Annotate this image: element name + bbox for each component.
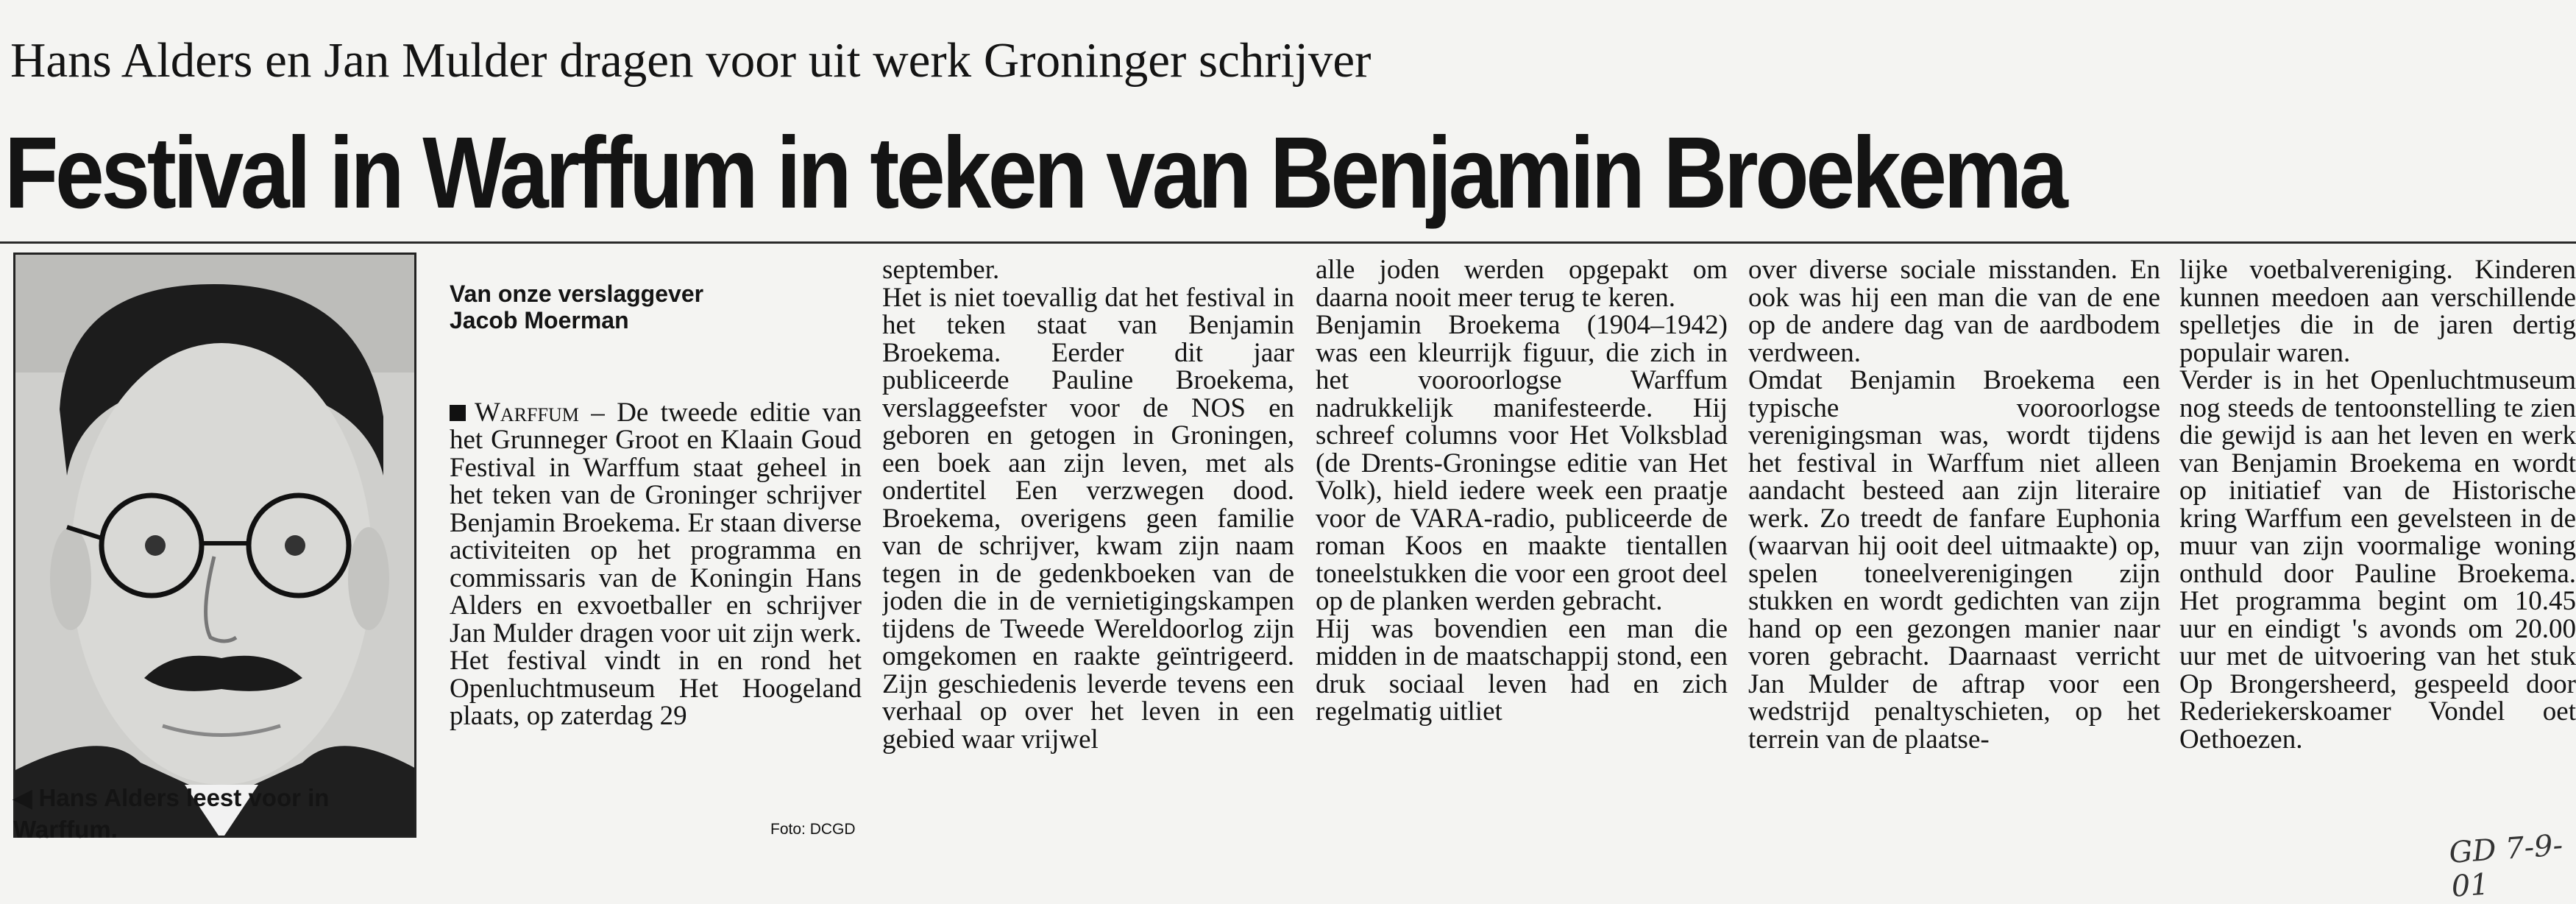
article-column-5: lijke voetbalvereniging. Kinderen kunnen meedoen aan verschillende spelletjes die in de jaren dertig populair waren. Verder is in het Openluchtmuseum nog steeds de tentoonstelling te zien die gewijd is aan het leven en werk van Benjamin Broekema en wordt op initiatief van de Historische kring Warffum een gevelsteen in de muur van zijn voormalige woning onthuld door Pauline Broekema. Het programma begint om 10.45 uur en eindigt 's avonds om 20.00 uur met de uitvoering van het stuk Op Brongersheerd, gespeeld door Rederiekerskoamer Vondel oet Oethoezen. — [2179, 256, 2576, 755]
headline-rule — [0, 241, 2576, 244]
dateline: Warffum — [475, 397, 579, 428]
portrait-photo — [13, 253, 416, 838]
article-body-intro: – De tweede editie van het Grunneger Groot en Klaain Goud Festival in Warffum staat geheel in het teken van de Groninger schrijver Benjamin Broekema. Er staan diverse activiteiten op het programma en commissaris van de Koningin Hans Alders en exvoetballer en schrijver Jan Mulder dragen voor uit zijn werk. Het festival vindt in en rond het Openluchtmuseum Het Hoogeland plaats, op zaterdag 29 — [450, 397, 862, 731]
bullet-square-icon — [450, 405, 466, 421]
handwritten-note: GD 7-9-01 — [2447, 828, 2564, 904]
article-column-1 — [450, 253, 862, 856]
faint-top-mark — [603, 0, 608, 19]
article-column-3: alle joden werden opgepakt om daarna nooit meer terug te keren. Benjamin Broekema (1904–1942) was een kleurrijk figuur, die zich in het vooroorlogse Warffum nadrukkelijk manifesteerde. Hij schreef columns voor Het Volksblad (de Drents-Groningse editie van Het Volk), hield iedere week een praatje voor de VARA-radio, publiceerde de roman Koos en maakte tientallen toneelstukken die voor een groot deel op de planken werden gebracht. Hij was bovendien een man die midden in de maatschappij stond, een druk sociaal leven had en zich regelmatig uitliet — [1316, 256, 1728, 727]
photo-caption: ◀ Hans Alders leest voor in Warffum. — [13, 784, 330, 843]
article-column-2: september. Het is niet toevallig dat het festival in het teken staat van Benjamin Broekema. Eerder dit jaar publiceerde Pauline Broekema, verslaggeefster voor de NOS en geboren en getogen in Groningen, een boek aan zijn leven, met als ondertitel Een verzwegen dood. Broekema, overigens geen familie van de schrijver, kwam zijn naam tegen in de gedenkboeken van de joden die in de vernietigingskampen tijdens de Tweede Wereldoorlog zijn omgekomen en raakte geïntrigeerd. Zijn geschiedenis leverde tevens een verhaal op over het leven in een gebied waar vrijwel — [882, 256, 1294, 755]
headline: Festival in Warffum in teken van Benjamin Broekema — [4, 116, 2065, 230]
article-column-4: over diverse sociale misstanden. En ook was hij een man die van de ene op de andere dag van de aardbodem verdween. Omdat Benjamin Broekema een typische vooroorlogse verenigingsman was, wordt tijdens het festival in Warffum niet alleen aandacht besteed aan zijn literaire werk. Zo treedt de fanfare Euphonia (waarvan hij ooit deel uitmaakte) op, spelen toneelverenigingen zijn stukken en wordt gedichten van zijn hand op een gezongen manier naar voren gebracht. Daarnaast verricht Jan Mulder de aftrap voor een wedstrijd penaltyschieten, op het terrein van de plaatse- — [1748, 256, 2160, 755]
subheadline: Hans Alders en Jan Mulder dragen voor uit werk Groninger schrijver — [10, 33, 1372, 88]
byline: Van onze verslaggever Jacob Moerman — [450, 280, 704, 333]
photo-credit: Foto: DCGD — [770, 821, 856, 838]
portrait-illustration — [15, 255, 416, 838]
